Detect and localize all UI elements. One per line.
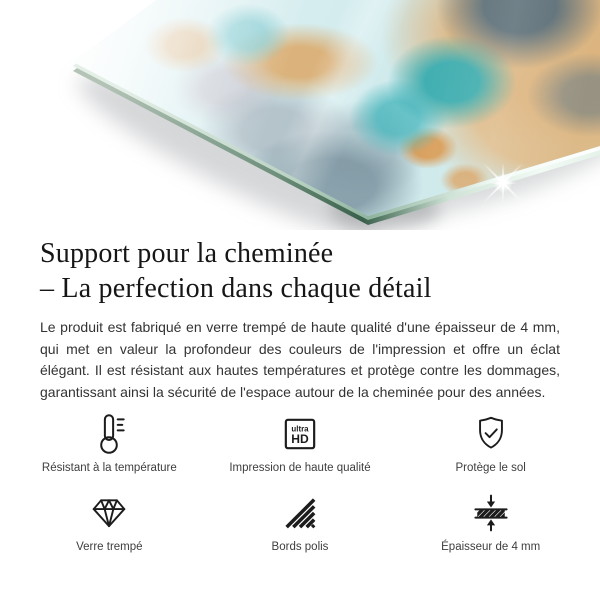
feature-print-quality bbox=[205, 411, 396, 474]
product-image bbox=[0, 0, 600, 230]
compressed-thickness-icon bbox=[469, 490, 513, 536]
thermometer-icon bbox=[87, 411, 131, 457]
diamond-icon bbox=[88, 490, 130, 536]
shield-check-icon bbox=[470, 411, 512, 457]
feature-thickness bbox=[395, 490, 586, 553]
feature-label: Bords polis bbox=[271, 541, 329, 553]
feature-polished-edges bbox=[205, 490, 396, 553]
feature-label: Verre trempé bbox=[76, 541, 143, 553]
svg-text:ultra: ultra bbox=[291, 424, 309, 434]
product-details bbox=[0, 236, 600, 553]
title-line-1: Support pour la cheminée bbox=[40, 238, 334, 269]
feature-label: Impression de haute qualité bbox=[229, 462, 371, 474]
feature-label: Épaisseur de 4 mm bbox=[441, 541, 541, 553]
feature-label: Protège le sol bbox=[455, 462, 526, 474]
feature-protects-floor bbox=[395, 411, 586, 474]
feature-tempered-glass bbox=[14, 490, 205, 553]
features-grid bbox=[14, 411, 586, 553]
page-title bbox=[40, 236, 560, 306]
svg-text:HD: HD bbox=[291, 432, 309, 447]
product-description: Le produit est fabriqué en verre trempé de haute qualité d'une épaisseur de 4 mm, qui met en valeur la profondeur des couleurs de l'impression et offre un éclat élégant. Il est résistant aux hautes températures et protège contre les dommages, garantissant ainsi la sécurité de l'espace autour de la cheminée pour des années. bbox=[40, 319, 560, 400]
polished-edges-icon bbox=[280, 490, 320, 536]
feature-temperature-resistant bbox=[14, 411, 205, 474]
feature-label: Résistant à la température bbox=[41, 462, 177, 474]
title-line-2: – La perfection dans chaque détail bbox=[40, 273, 432, 304]
ultra-hd-icon bbox=[280, 411, 320, 457]
